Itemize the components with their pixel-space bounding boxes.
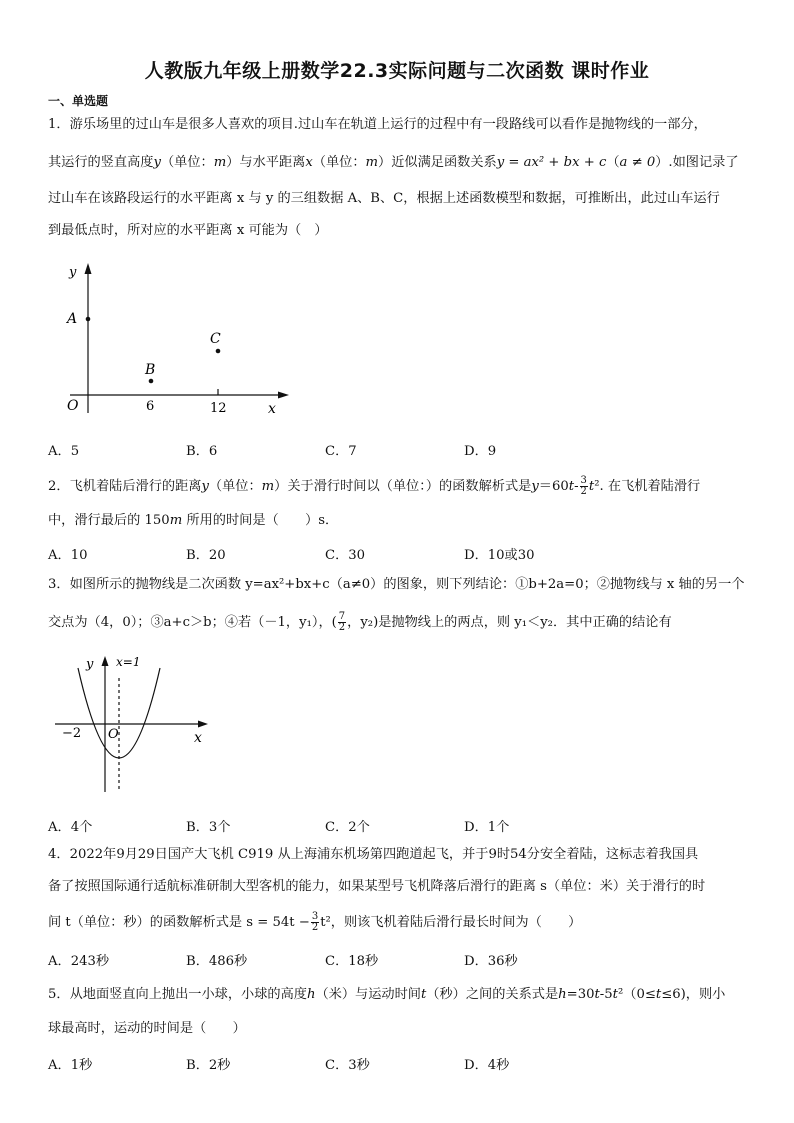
q2-option-a[interactable]: A．10 <box>48 548 88 563</box>
q3-x-arrow <box>198 721 208 728</box>
q5-option-c[interactable]: C．3秒 <box>325 1058 370 1073</box>
q1-line4: 到最低点时，所对应的水平距离 x 可能为（ ） <box>48 223 328 238</box>
q1-line3: 过山车在该路段运行的水平距离 x 与 y 的三组数据 A、B、C，根据上述函数模型和数据，可推断出，此过山车运行 <box>48 191 720 206</box>
q3-option-d[interactable]: D．1个 <box>464 820 510 835</box>
q4-line3: 间 t（单位：秒）的函数解析式是 s = 54t − $\frac{3}{2}$ t²，则该飞机着陆后滑行最长时间为（ ） <box>48 911 582 933</box>
q1-option-a[interactable]: A．5 <box>48 444 80 459</box>
q3-figure <box>50 648 220 798</box>
q4-options <box>48 950 748 968</box>
point-b <box>149 379 154 384</box>
q3-line1: 3．如图所示的抛物线是二次函数 y=ax²+bx+c（a≠0）的图象，则下列结论：①b+2a=0；②抛物线与 x 轴的另一个 <box>48 577 745 592</box>
q4-line1: 4．2022年9月29日国产大飞机 C919 从上海浦东机场第四跑道起飞，并于9时54分安全着陆，这标志着我国具 <box>48 847 699 862</box>
q4-option-d[interactable]: D．36秒 <box>464 954 518 969</box>
q4-fraction: $\frac{3}{2}$ <box>311 911 319 933</box>
q3-fraction: $\frac{7}{2}$ <box>338 611 346 633</box>
q1-line1: 1．游乐场里的过山车是很多人喜欢的项目.过山车在轨道上运行的过程中有一段路线可以看作是抛物线的一部分， <box>48 117 707 132</box>
q4-line2: 备了按照国际通行适航标准研制大型客机的能力，如果某型号飞机降落后滑行的距离 s（单位：米）关于滑行的时 <box>48 879 706 894</box>
q1-figure <box>55 258 295 420</box>
q2-line1: 2．飞机着陆后滑行的距离y（单位：m）关于滑行时间以（单位：）的函数解析式是y＝60t- $\frac{3}{2}$ t². 在飞机着陆滑行 <box>48 475 701 497</box>
q2-fraction: $\frac{3}{2}$ <box>580 475 587 497</box>
label-b: B <box>145 362 156 378</box>
q3-y-arrow <box>102 656 109 666</box>
label-a: A <box>67 311 78 327</box>
q3-y-label: y <box>86 657 94 672</box>
q1-formula: y = ax² + bx + c <box>496 155 607 170</box>
q3-option-c[interactable]: C．2个 <box>325 820 370 835</box>
q4-option-c[interactable]: C．18秒 <box>325 954 379 969</box>
q1-origin-label: O <box>67 398 79 414</box>
q5-option-d[interactable]: D．4秒 <box>464 1058 510 1073</box>
q1-option-c[interactable]: C．7 <box>325 444 357 459</box>
q1-tick-label-6: 6 <box>146 399 155 414</box>
q2-options <box>48 544 748 562</box>
q1-option-d[interactable]: D．9 <box>464 444 497 459</box>
q1-y-label: y <box>69 265 77 280</box>
q3-line2: 交点为（4，0）；③a+c＞b；④若（－1，y₁），( $\frac{7}{2}$ ，y₂)是抛物线上的两点，则 y₁＜y₂．其中正确的结论有 <box>48 611 672 633</box>
q3-axis-label: x=1 <box>116 655 141 669</box>
q2-option-c[interactable]: C．30 <box>325 548 366 563</box>
q2-line2: 中，滑行最后的 150m 所用的时间是（ ）s． <box>48 513 339 528</box>
q3-origin-label: O <box>108 727 119 742</box>
point-c <box>216 349 221 354</box>
q3-x-label: x <box>194 730 202 746</box>
label-c: C <box>210 331 221 347</box>
q5-option-b[interactable]: B．2秒 <box>186 1058 231 1073</box>
q1-tick-label-12: 12 <box>210 401 227 416</box>
section-heading: 一、单选题 <box>48 94 109 108</box>
page-title: 人教版九年级上册数学22.3实际问题与二次函数 课时作业 <box>144 60 650 82</box>
q1-options <box>48 440 748 458</box>
q4-option-a[interactable]: A．243秒 <box>48 954 110 969</box>
point-a <box>86 317 91 322</box>
q3-options <box>48 816 748 834</box>
q1-option-b[interactable]: B．6 <box>186 444 218 459</box>
q1-x-arrow <box>278 392 289 399</box>
q1-line2: 其运行的竖直高度y（单位：m）与水平距离x（单位：m）近似满足函数关系y = ax² + bx + c（a ≠ 0）.如图记录了 <box>48 155 739 170</box>
q3-option-a[interactable]: A．4个 <box>48 820 93 835</box>
q3-neg2-label: −2 <box>62 726 82 741</box>
q2-option-d[interactable]: D．10或30 <box>464 548 535 563</box>
q5-options <box>48 1054 748 1072</box>
q3-option-b[interactable]: B．3个 <box>186 820 231 835</box>
q4-option-b[interactable]: B．486秒 <box>186 954 248 969</box>
q1-y-arrow <box>85 263 92 274</box>
q5-line2: 球最高时，运动的时间是（ ） <box>48 1021 246 1036</box>
q5-option-a[interactable]: A．1秒 <box>48 1058 93 1073</box>
q5-line1: 5．从地面竖直向上抛出一小球，小球的高度h（米）与运动时间t（秒）之间的关系式是h=30t-5t²（0≤t≤6)，则小 <box>48 987 726 1002</box>
q1-x-label: x <box>268 401 276 417</box>
q2-option-b[interactable]: B．20 <box>186 548 226 563</box>
